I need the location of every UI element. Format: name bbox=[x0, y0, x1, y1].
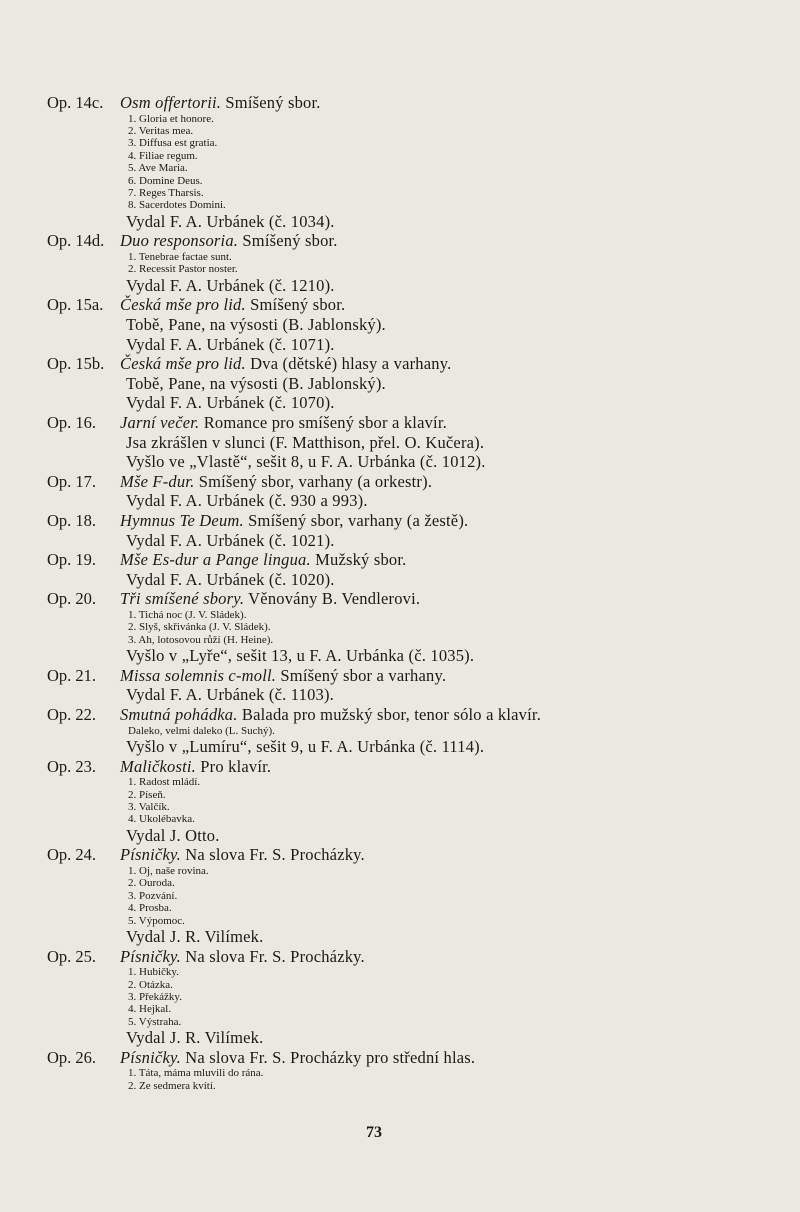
sub-item: 4. Ukolébavka. bbox=[128, 813, 195, 826]
opus-entry bbox=[47, 354, 767, 413]
opus-entry bbox=[47, 845, 767, 946]
sub-item: 4. Prosba. bbox=[128, 902, 172, 915]
opus-body bbox=[120, 757, 767, 846]
sub-item: 2. Otázka. bbox=[128, 978, 173, 991]
opus-description: Věnovány B. Vendlerovi. bbox=[244, 589, 421, 609]
opus-heading bbox=[120, 413, 767, 433]
sub-item: 2. Píseň. bbox=[128, 788, 166, 801]
opus-heading bbox=[120, 589, 767, 609]
opus-body bbox=[120, 231, 767, 295]
sub-item: 1. Radost mládí. bbox=[128, 776, 201, 789]
opus-title: Česká mše pro lid. bbox=[120, 354, 246, 374]
opus-number: Op. 18. bbox=[47, 510, 97, 530]
opus-description: Balada pro mužský sbor, tenor sólo a klavír. bbox=[237, 704, 542, 724]
opus-body bbox=[120, 295, 767, 354]
opus-body bbox=[120, 550, 767, 589]
sub-item: 1. Tenebrae factae sunt. bbox=[128, 251, 232, 264]
publication-line: Vydal F. A. Urbánek (č. 1210). bbox=[126, 275, 335, 295]
opus-entry bbox=[47, 705, 767, 757]
opus-title: Hymnus Te Deum. bbox=[120, 510, 244, 530]
publication-line: Jsa zkrášlen v slunci (F. Matthison, přel. O. Kučera). bbox=[126, 432, 485, 452]
opus-number: Op. 22. bbox=[47, 704, 97, 724]
opus-number: Op. 24. bbox=[47, 845, 97, 865]
opus-number: Op. 25. bbox=[47, 946, 97, 966]
publication-line: Vydal F. A. Urbánek (č. 1071). bbox=[126, 334, 335, 354]
sub-item: 2. Ouroda. bbox=[128, 877, 175, 890]
opus-heading bbox=[120, 757, 767, 777]
opus-description: Smíšený sbor. bbox=[238, 231, 338, 251]
sub-item: 5. Výstraha. bbox=[128, 1015, 182, 1028]
sub-item: 2. Recessit Pastor noster. bbox=[128, 263, 238, 276]
opus-heading bbox=[120, 472, 767, 492]
opus-body bbox=[120, 589, 767, 665]
opus-title: Osm offertorii. bbox=[120, 93, 222, 112]
opus-title: Tři smíšené sbory. bbox=[120, 589, 245, 609]
opus-description: Smíšený sbor a varhany. bbox=[276, 665, 447, 685]
opus-heading bbox=[120, 93, 767, 113]
opus-heading bbox=[120, 550, 767, 570]
publication-line: Vydal F. A. Urbánek (č. 1070). bbox=[126, 393, 335, 413]
publication-line: Vydal F. A. Urbánek (č. 1020). bbox=[126, 569, 335, 589]
opus-entry bbox=[47, 666, 767, 705]
opus-description: Mužský sbor. bbox=[310, 550, 407, 570]
sub-item: 1. Hubičky. bbox=[128, 966, 179, 979]
opus-body bbox=[120, 705, 767, 757]
publication-line: Tobě, Pane, na výsosti (B. Jablonský). bbox=[126, 315, 386, 335]
opus-body bbox=[120, 511, 767, 550]
opus-number: Op. 23. bbox=[47, 756, 97, 776]
opus-body bbox=[120, 472, 767, 511]
sub-item: 7. Reges Tharsis. bbox=[128, 187, 204, 200]
sub-item: 1. Oj, naše rovina. bbox=[128, 864, 209, 877]
sub-item: 2. Slyš, skřivánka (J. V. Sládek). bbox=[128, 621, 271, 634]
opus-number: Op. 15a. bbox=[47, 295, 104, 315]
opus-title: Písničky. bbox=[120, 946, 181, 966]
opus-entry bbox=[47, 295, 767, 354]
sub-item: 4. Hejkal. bbox=[128, 1003, 172, 1016]
opus-description: Dva (dětské) hlasy a varhany. bbox=[245, 354, 452, 374]
opus-entry bbox=[47, 511, 767, 550]
opus-entry bbox=[47, 1048, 767, 1092]
sub-item: 3. Diffusa est gratia. bbox=[128, 137, 218, 150]
sub-item: 3. Ah, lotosovou růží (H. Heine). bbox=[128, 633, 274, 646]
opus-number: Op. 21. bbox=[47, 665, 97, 685]
sub-item: 3. Překážky. bbox=[128, 990, 182, 1003]
opus-description: Smíšený sbor. bbox=[245, 295, 346, 315]
opus-entry bbox=[47, 947, 767, 1048]
opus-description: Pro klavír. bbox=[195, 756, 272, 776]
opus-heading bbox=[120, 354, 767, 374]
opus-title: Jarní večer. bbox=[120, 413, 200, 432]
sub-item: Daleko, velmi daleko (L. Suchý). bbox=[128, 724, 275, 737]
opus-entry bbox=[47, 93, 767, 231]
opus-body bbox=[120, 1048, 767, 1092]
publication-line: Vydal F. A. Urbánek (č. 930 a 993). bbox=[126, 491, 368, 511]
opus-title: Česká mše pro lid. bbox=[120, 295, 246, 315]
sub-item: 8. Sacerdotes Domini. bbox=[128, 199, 226, 212]
opus-heading bbox=[120, 705, 767, 725]
opus-title: Duo responsoria. bbox=[120, 231, 239, 251]
opus-body bbox=[120, 354, 767, 413]
publication-line: Tobě, Pane, na výsosti (B. Jablonský). bbox=[126, 373, 386, 393]
opus-number: Op. 20. bbox=[47, 589, 97, 609]
opus-description: Smíšený sbor, varhany (a žestě). bbox=[243, 510, 469, 530]
opus-description: Na slova Fr. S. Procházky. bbox=[180, 946, 365, 966]
publication-line: Vydal F. A. Urbánek (č. 1103). bbox=[126, 685, 334, 705]
sub-item: 2. Ze sedmera kvítí. bbox=[128, 1079, 216, 1092]
sub-item: 5. Výpomoc. bbox=[128, 914, 185, 927]
page-number: 73 bbox=[366, 1124, 382, 1141]
opus-body bbox=[120, 947, 767, 1048]
opus-description: Smíšený sbor, varhany (a orkestr). bbox=[194, 471, 433, 491]
opus-entry bbox=[47, 231, 767, 295]
opus-body bbox=[120, 413, 767, 472]
sub-item: 1. Gloria et honore. bbox=[128, 112, 214, 125]
opus-entry bbox=[47, 589, 767, 665]
opus-description: Romance pro smíšený sbor a klavír. bbox=[199, 413, 447, 432]
opus-heading bbox=[120, 295, 767, 315]
opus-body bbox=[120, 666, 767, 705]
sub-item: 3. Pozvání. bbox=[128, 889, 178, 902]
opus-description: Na slova Fr. S. Procházky. bbox=[180, 845, 365, 865]
opus-body bbox=[120, 93, 767, 231]
publication-line: Vydal J. R. Vilímek. bbox=[126, 1028, 264, 1048]
sub-item: 2. Veritas mea. bbox=[128, 125, 194, 137]
catalog-page bbox=[47, 93, 767, 1092]
opus-number: Op. 15b. bbox=[47, 354, 105, 374]
opus-number: Op. 17. bbox=[47, 471, 97, 491]
opus-number: Op. 19. bbox=[47, 550, 97, 570]
publication-line: Vyšlo ve „Vlastě“, sešit 8, u F. A. Urbánka (č. 1012). bbox=[126, 452, 486, 472]
opus-title: Písničky. bbox=[120, 1047, 181, 1067]
opus-title: Maličkosti. bbox=[120, 756, 196, 776]
opus-number: Op. 14c. bbox=[47, 93, 104, 112]
opus-heading bbox=[120, 947, 767, 967]
opus-heading bbox=[120, 231, 767, 251]
opus-entry bbox=[47, 472, 767, 511]
opus-title: Smutná pohádka. bbox=[120, 704, 238, 724]
opus-number: Op. 16. bbox=[47, 413, 97, 432]
sub-item: 6. Domine Deus. bbox=[128, 174, 203, 187]
opus-description: Smíšený sbor. bbox=[221, 93, 321, 112]
opus-title: Písničky. bbox=[120, 845, 181, 865]
sub-item: 1. Tichá noc (J. V. Sládek). bbox=[128, 608, 247, 621]
opus-heading bbox=[120, 845, 767, 865]
publication-line: Vydal J. Otto. bbox=[126, 825, 220, 845]
publication-line: Vydal F. A. Urbánek (č. 1034). bbox=[126, 211, 335, 231]
sub-item: 4. Filiae regum. bbox=[128, 149, 198, 162]
opus-title: Missa solemnis c-moll. bbox=[120, 665, 277, 685]
opus-body bbox=[120, 845, 767, 946]
opus-title: Mše Es-dur a Pange lingua. bbox=[120, 550, 311, 570]
opus-entry bbox=[47, 413, 767, 472]
opus-heading bbox=[120, 1048, 767, 1068]
sub-item: 1. Táta, máma mluvili do rána. bbox=[128, 1067, 264, 1080]
publication-line: Vyšlo v „Lumíru“, sešit 9, u F. A. Urbánka (č. 1114). bbox=[126, 736, 485, 756]
sub-item: 3. Valčík. bbox=[128, 800, 170, 813]
publication-line: Vydal J. R. Vilímek. bbox=[126, 926, 264, 946]
opus-title: Mše F-dur. bbox=[120, 471, 195, 491]
opus-heading bbox=[120, 666, 767, 686]
opus-heading bbox=[120, 511, 767, 531]
opus-entry bbox=[47, 757, 767, 846]
publication-line: Vydal F. A. Urbánek (č. 1021). bbox=[126, 530, 335, 550]
opus-number: Op. 26. bbox=[47, 1047, 97, 1067]
opus-entry bbox=[47, 550, 767, 589]
sub-item: 5. Ave Maria. bbox=[128, 162, 188, 175]
opus-description: Na slova Fr. S. Procházky pro střední hlas. bbox=[180, 1047, 476, 1067]
opus-number: Op. 14d. bbox=[47, 231, 105, 251]
publication-line: Vyšlo v „Lyře“, sešit 13, u F. A. Urbánka (č. 1035). bbox=[126, 646, 475, 666]
